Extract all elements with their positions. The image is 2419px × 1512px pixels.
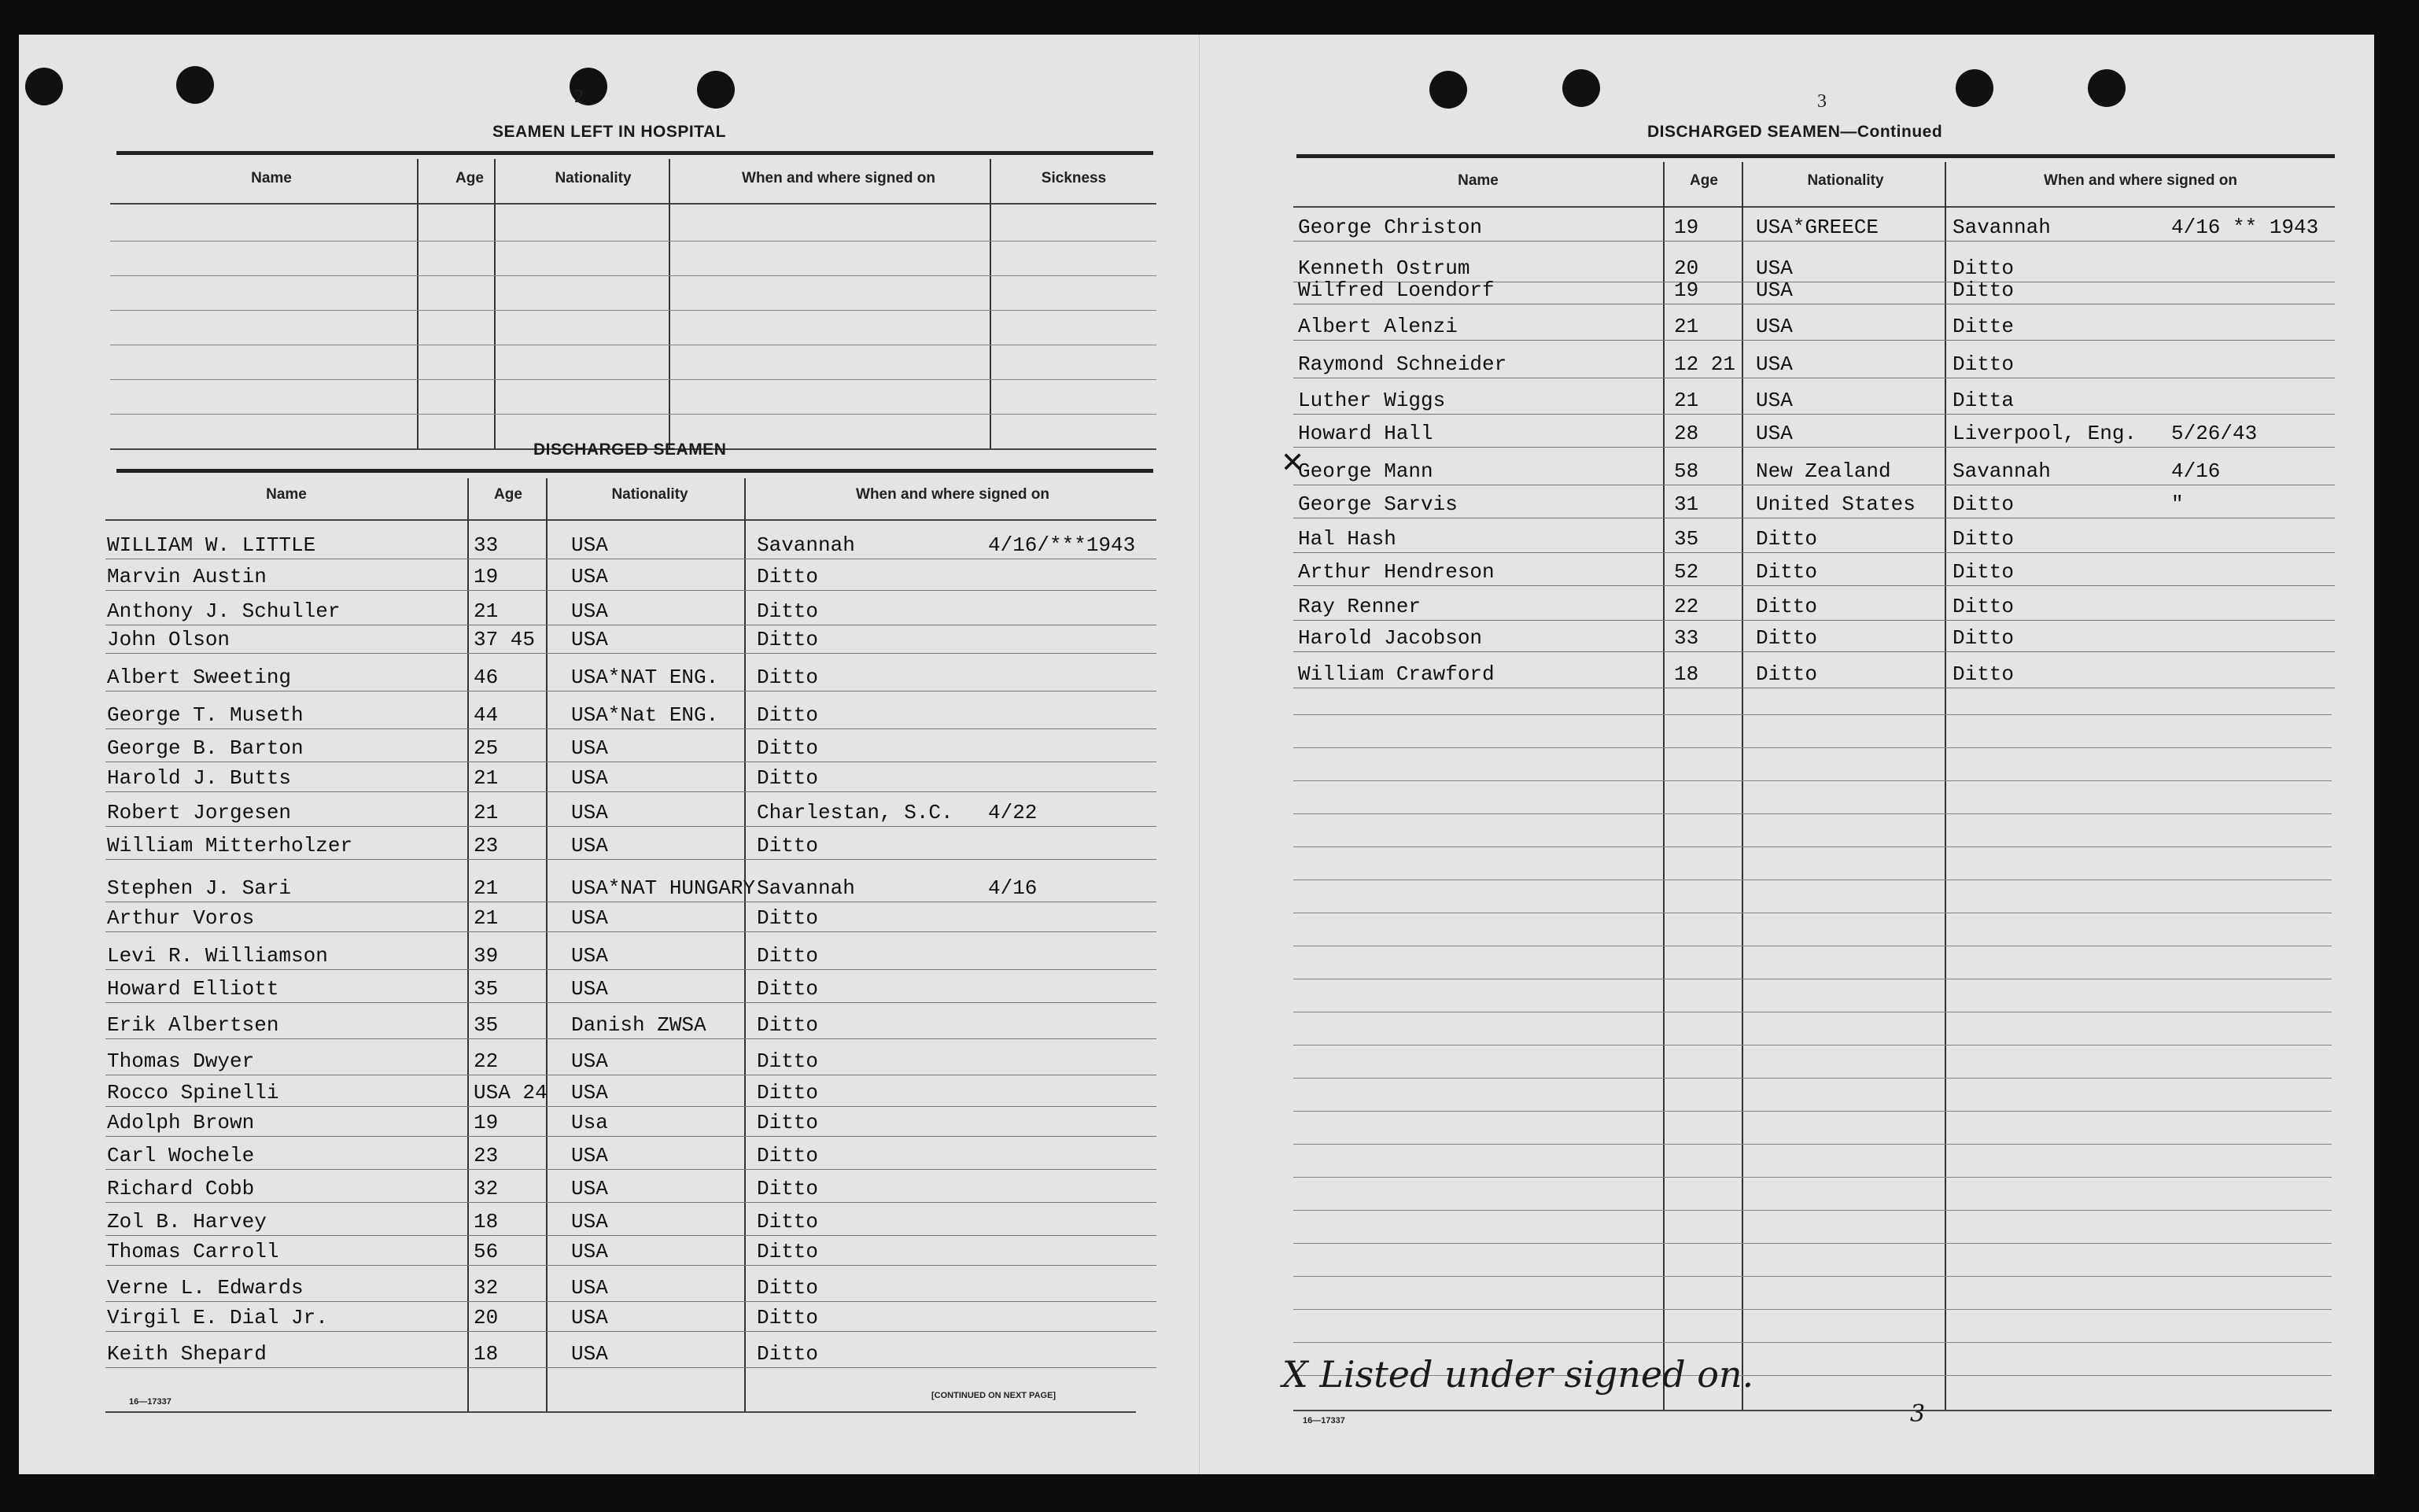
seaman-nationality: USA [1756, 352, 1793, 376]
seaman-name: WILLIAM W. LITTLE [107, 533, 316, 557]
seaman-name: Zol B. Harvey [107, 1210, 267, 1234]
table-row-rule [105, 859, 1156, 860]
column-divider [990, 159, 991, 450]
seaman-nationality: Danish ZWSA [571, 1013, 706, 1037]
seaman-age: 20 [1674, 256, 1699, 280]
right-col-age: Age [1690, 172, 1718, 189]
seaman-signed-on-place: Ditto [757, 1210, 819, 1234]
seaman-nationality: Ditto [1756, 560, 1818, 584]
seaman-nationality: Ditto [1756, 662, 1818, 686]
punch-hole [697, 71, 735, 109]
hospital-col-age: Age [455, 170, 484, 186]
empty-row-rule [1293, 747, 2332, 748]
seaman-name: George Sarvis [1298, 492, 1458, 516]
seaman-signed-on-place: Charlestan, S.C. [757, 801, 953, 824]
table-row-rule [1293, 414, 2335, 415]
document-paper [19, 35, 2374, 1474]
seaman-signed-on-place: Ditto [1953, 560, 2015, 584]
continued-note: [CONTINUED ON NEXT PAGE] [931, 1391, 1056, 1400]
seaman-age: 46 [474, 666, 499, 689]
seaman-name: Harold Jacobson [1298, 626, 1483, 650]
seaman-age: 39 [474, 944, 499, 968]
seaman-name: Albert Sweeting [107, 666, 292, 689]
seaman-signed-on-date: 4/16 [988, 876, 1038, 900]
seaman-nationality: USA [571, 1177, 608, 1200]
table-row-rule [1293, 552, 2335, 553]
seaman-signed-on-place: Ditto [757, 1177, 819, 1200]
punch-hole [1429, 71, 1467, 109]
seaman-name: Stephen J. Sari [107, 876, 292, 900]
seaman-name: George Mann [1298, 459, 1433, 483]
seaman-signed-on-place: Savannah [1953, 459, 2051, 483]
seaman-age: 21 [474, 906, 499, 930]
empty-row-rule [1293, 1210, 2332, 1211]
seaman-signed-on-place: Ditto [1953, 662, 2015, 686]
seaman-name: Rocco Spinelli [107, 1081, 279, 1104]
seaman-name: George Christon [1298, 216, 1483, 239]
table-row-rule [105, 1038, 1156, 1039]
discharged-col-age: Age [494, 486, 522, 503]
table-top-rule [1296, 154, 2335, 158]
seaman-age: 18 [474, 1342, 499, 1366]
seaman-age: 19 [474, 565, 499, 588]
empty-row-rule [1293, 813, 2332, 814]
seaman-signed-on-place: Ditto [757, 1144, 819, 1167]
seaman-name: Erik Albertsen [107, 1013, 279, 1037]
seaman-name: Robert Jorgesen [107, 801, 292, 824]
page-fold [1199, 35, 1200, 1474]
table-row-rule [105, 728, 1156, 729]
seaman-signed-on-date: 5/26/43 [2171, 422, 2258, 445]
seaman-name: Luther Wiggs [1298, 389, 1446, 412]
seaman-name: Keith Shepard [107, 1342, 267, 1366]
left-form-number: 16—17337 [129, 1397, 171, 1407]
right-col-signed-on: When and where signed on [2044, 172, 2237, 189]
seaman-signed-on-date: 4/22 [988, 801, 1038, 824]
seaman-nationality: USA [1756, 422, 1793, 445]
table-row-rule [1293, 651, 2335, 652]
seaman-signed-on-place: Ditto [1953, 278, 2015, 302]
seaman-name: Verne L. Edwards [107, 1276, 304, 1300]
right-form-number: 16—17337 [1303, 1416, 1345, 1425]
x-mark: ✕ [1281, 447, 1305, 479]
margin-mark: 3 [1910, 1400, 1926, 1428]
seaman-nationality: USA [1756, 389, 1793, 412]
punch-hole [1956, 69, 1993, 107]
seaman-age: USA 24 [474, 1081, 548, 1104]
column-divider [467, 478, 469, 1411]
table-bottom-rule [1293, 1410, 2332, 1411]
seaman-name: Albert Alenzi [1298, 315, 1458, 338]
seaman-nationality: USA [571, 766, 608, 790]
seaman-signed-on-place: Ditto [1953, 492, 2015, 516]
seaman-signed-on-place: Liverpool, Eng. [1953, 422, 2137, 445]
seaman-nationality: Ditto [1756, 527, 1818, 551]
seaman-name: Thomas Carroll [107, 1240, 279, 1263]
seaman-name: Hal Hash [1298, 527, 1396, 551]
hospital-col-sickness: Sickness [1041, 170, 1107, 186]
seaman-name: Anthony J. Schuller [107, 599, 341, 623]
right-page-number: 3 [1817, 91, 1827, 112]
right-col-nationality: Nationality [1807, 172, 1884, 189]
seaman-age: 18 [474, 1210, 499, 1234]
table-row-rule [105, 969, 1156, 970]
table-row-rule [105, 1235, 1156, 1236]
table-row-rule [105, 826, 1156, 827]
table-row-rule [105, 1136, 1156, 1137]
seaman-age: 22 [1674, 595, 1699, 618]
seaman-nationality: USA [571, 801, 608, 824]
seaman-signed-on-place: Ditto [757, 666, 819, 689]
column-divider [1663, 162, 1665, 1410]
seaman-name: Arthur Voros [107, 906, 255, 930]
table-row-rule [105, 1106, 1156, 1107]
column-divider [494, 159, 496, 450]
table-header-rule [105, 519, 1156, 521]
seaman-signed-on-place: Ditto [1953, 626, 2015, 650]
seaman-signed-on-place: Ditto [757, 944, 819, 968]
right-section-title: DISCHARGED SEAMEN—Continued [1647, 123, 1943, 141]
column-divider [1945, 162, 1946, 1410]
seaman-signed-on-place: Ditto [757, 906, 819, 930]
seaman-signed-on-date: 4/16 [2171, 459, 2221, 483]
empty-row-rule [1293, 714, 2332, 715]
seaman-age: 33 [474, 533, 499, 557]
table-row-rule [105, 1002, 1156, 1003]
column-divider [417, 159, 419, 450]
seaman-age: 21 [474, 876, 499, 900]
table-top-rule [116, 469, 1153, 473]
seaman-signed-on-place: Ditta [1953, 389, 2015, 412]
seaman-nationality: United States [1756, 492, 1916, 516]
seaman-name: Arthur Hendreson [1298, 560, 1495, 584]
seaman-signed-on-place: Ditto [757, 1013, 819, 1037]
seaman-nationality: USA [571, 1276, 608, 1300]
seaman-nationality: USA [571, 628, 608, 651]
seaman-name: John Olson [107, 628, 230, 651]
seaman-age: 12 21 [1674, 352, 1736, 376]
hospital-col-nationality: Nationality [555, 170, 632, 186]
hospital-col-name: Name [251, 170, 292, 186]
table-row-rule [105, 653, 1156, 654]
seaman-nationality: USA [571, 1210, 608, 1234]
seaman-signed-on-place: Ditto [757, 1342, 819, 1366]
seaman-nationality: USA [571, 1240, 608, 1263]
table-row-rule [110, 379, 1156, 380]
seaman-nationality: USA [571, 944, 608, 968]
table-header-rule [1293, 206, 2335, 208]
table-row-rule [105, 1331, 1156, 1332]
handwritten-note: X Listed under signed on. [1282, 1353, 1754, 1396]
seaman-signed-on-place: Savannah [757, 533, 855, 557]
empty-row-rule [1293, 1276, 2332, 1277]
seaman-nationality: USA [571, 533, 608, 557]
discharged-col-name: Name [266, 486, 307, 503]
column-divider [546, 478, 548, 1411]
seaman-age: 58 [1674, 459, 1699, 483]
seaman-name: Richard Cobb [107, 1177, 255, 1200]
seaman-age: 21 [474, 599, 499, 623]
empty-row-rule [1293, 1111, 2332, 1112]
seaman-name: Thomas Dwyer [107, 1049, 255, 1073]
table-row-rule [1293, 447, 2335, 448]
seaman-age: 18 [1674, 662, 1699, 686]
seaman-nationality: USA [571, 1306, 608, 1329]
seaman-signed-on-place: Savannah [1953, 216, 2051, 239]
seaman-nationality: USA [571, 1049, 608, 1073]
left-page-number: 2 [574, 87, 584, 107]
seaman-age: 56 [474, 1240, 499, 1263]
column-divider [744, 478, 746, 1411]
seaman-name: Levi R. Williamson [107, 944, 328, 968]
seaman-age: 28 [1674, 422, 1699, 445]
seaman-name: George B. Barton [107, 736, 304, 760]
seaman-age: 52 [1674, 560, 1699, 584]
seaman-signed-on-place: Ditto [757, 628, 819, 651]
column-divider [1742, 162, 1743, 1410]
empty-row-rule [1293, 1309, 2332, 1310]
seaman-nationality: USA*Nat ENG. [571, 703, 719, 727]
seaman-signed-on-place: Ditto [1953, 527, 2015, 551]
seaman-nationality: Ditto [1756, 626, 1818, 650]
seaman-signed-on-place: Savannah [757, 876, 855, 900]
seaman-age: 35 [474, 977, 499, 1001]
table-row-rule [110, 241, 1156, 242]
table-header-rule [110, 203, 1156, 205]
table-row-rule [105, 1169, 1156, 1170]
seaman-name: Virgil E. Dial Jr. [107, 1306, 328, 1329]
seaman-name: Carl Wochele [107, 1144, 255, 1167]
seaman-signed-on-date: " [2171, 492, 2184, 516]
seaman-age: 22 [474, 1049, 499, 1073]
seaman-signed-on-place: Ditto [757, 1049, 819, 1073]
table-row-rule [1293, 585, 2335, 586]
seaman-signed-on-date: 4/16 ** 1943 [2171, 216, 2319, 239]
seaman-age: 23 [474, 1144, 499, 1167]
table-row-rule [110, 275, 1156, 276]
table-row-rule [1293, 620, 2335, 621]
seaman-signed-on-place: Ditto [757, 1306, 819, 1329]
seaman-age: 19 [1674, 216, 1699, 239]
seaman-nationality: USA [571, 977, 608, 1001]
seaman-signed-on-place: Ditto [757, 834, 819, 857]
seaman-signed-on-place: Ditto [757, 1111, 819, 1134]
seaman-age: 21 [474, 766, 499, 790]
seaman-age: 33 [1674, 626, 1699, 650]
seaman-nationality: USA [571, 1144, 608, 1167]
seaman-signed-on-place: Ditto [757, 1240, 819, 1263]
seaman-age: 35 [1674, 527, 1699, 551]
seaman-age: 20 [474, 1306, 499, 1329]
empty-row-rule [1293, 1342, 2332, 1343]
seaman-nationality: USA*NAT HUNGARY [571, 876, 756, 900]
empty-row-rule [1293, 1243, 2332, 1244]
seaman-name: Howard Hall [1298, 422, 1433, 445]
seaman-signed-on-place: Ditto [1953, 256, 2015, 280]
seaman-nationality: Ditto [1756, 595, 1818, 618]
seaman-nationality: USA [571, 834, 608, 857]
seaman-signed-on-place: Ditto [757, 736, 819, 760]
table-row-rule [1293, 340, 2335, 341]
seaman-name: George T. Museth [107, 703, 304, 727]
seaman-nationality: New Zealand [1756, 459, 1891, 483]
seaman-signed-on-place: Ditto [1953, 595, 2015, 618]
discharged-col-nationality: Nationality [611, 486, 688, 503]
seaman-name: Wilfred Loendorf [1298, 278, 1495, 302]
discharged-col-signed-on: When and where signed on [856, 486, 1049, 503]
seaman-age: 31 [1674, 492, 1699, 516]
seaman-nationality: USA [1756, 256, 1793, 280]
table-row-rule [110, 414, 1156, 415]
column-divider [669, 159, 670, 450]
hospital-section-title: SEAMEN LEFT IN HOSPITAL [492, 123, 726, 141]
seaman-signed-on-place: Ditto [757, 766, 819, 790]
seaman-age: 37 45 [474, 628, 536, 651]
seaman-signed-on-place: Ditto [757, 565, 819, 588]
table-row-rule [105, 791, 1156, 792]
seaman-nationality: USA*GREECE [1756, 216, 1879, 239]
seaman-signed-on-place: Ditto [757, 703, 819, 727]
seaman-age: 35 [474, 1013, 499, 1037]
seaman-name: Adolph Brown [107, 1111, 255, 1134]
punch-hole [176, 66, 214, 104]
seaman-name: William Crawford [1298, 662, 1495, 686]
table-row-rule [105, 590, 1156, 591]
seaman-name: Howard Elliott [107, 977, 279, 1001]
punch-hole [1562, 69, 1600, 107]
table-row-rule [105, 1367, 1156, 1368]
table-row-rule [105, 931, 1156, 932]
seaman-name: William Mitterholzer [107, 834, 353, 857]
seaman-age: 23 [474, 834, 499, 857]
seaman-signed-on-place: Ditto [757, 977, 819, 1001]
seaman-signed-on-place: Ditte [1953, 315, 2015, 338]
seaman-age: 32 [474, 1177, 499, 1200]
punch-hole [25, 68, 63, 105]
seaman-nationality: USA*NAT ENG. [571, 666, 719, 689]
seaman-signed-on-place: Ditto [757, 1081, 819, 1104]
seaman-signed-on-place: Ditto [757, 599, 819, 623]
seaman-nationality: Usa [571, 1111, 608, 1134]
seaman-name: Kenneth Ostrum [1298, 256, 1470, 280]
seaman-nationality: USA [571, 906, 608, 930]
table-bottom-rule [105, 1411, 1136, 1413]
right-col-name: Name [1458, 172, 1499, 189]
table-row-rule [110, 310, 1156, 311]
discharged-section-title: DISCHARGED SEAMEN [533, 441, 727, 459]
empty-row-rule [1293, 1078, 2332, 1079]
seaman-nationality: USA [571, 736, 608, 760]
seaman-age: 19 [1674, 278, 1699, 302]
seaman-nationality: USA [571, 1081, 608, 1104]
seaman-age: 32 [474, 1276, 499, 1300]
seaman-nationality: USA [571, 565, 608, 588]
empty-row-rule [1293, 780, 2332, 781]
seaman-name: Harold J. Butts [107, 766, 292, 790]
empty-row-rule [1293, 846, 2332, 847]
seaman-name: Marvin Austin [107, 565, 267, 588]
table-row-rule [105, 1301, 1156, 1302]
seaman-age: 44 [474, 703, 499, 727]
seaman-age: 19 [474, 1111, 499, 1134]
table-top-rule [116, 151, 1153, 155]
seaman-nationality: USA [1756, 315, 1793, 338]
seaman-nationality: USA [1756, 278, 1793, 302]
seaman-nationality: USA [571, 599, 608, 623]
seaman-name: Ray Renner [1298, 595, 1422, 618]
seaman-age: 21 [1674, 315, 1699, 338]
seaman-age: 21 [474, 801, 499, 824]
seaman-age: 25 [474, 736, 499, 760]
table-row-rule [1293, 241, 2335, 242]
table-row-rule [105, 1202, 1156, 1203]
seaman-signed-on-date: 4/16/***1943 [988, 533, 1136, 557]
hospital-col-signed-on: When and where signed on [742, 170, 935, 186]
seaman-age: 21 [1674, 389, 1699, 412]
seaman-name: Raymond Schneider [1298, 352, 1507, 376]
punch-hole [2088, 69, 2126, 107]
empty-row-rule [1293, 1177, 2332, 1178]
seaman-nationality: USA [571, 1342, 608, 1366]
seaman-signed-on-place: Ditto [1953, 352, 2015, 376]
table-row-rule [105, 1265, 1156, 1266]
seaman-signed-on-place: Ditto [757, 1276, 819, 1300]
empty-row-rule [1293, 1144, 2332, 1145]
